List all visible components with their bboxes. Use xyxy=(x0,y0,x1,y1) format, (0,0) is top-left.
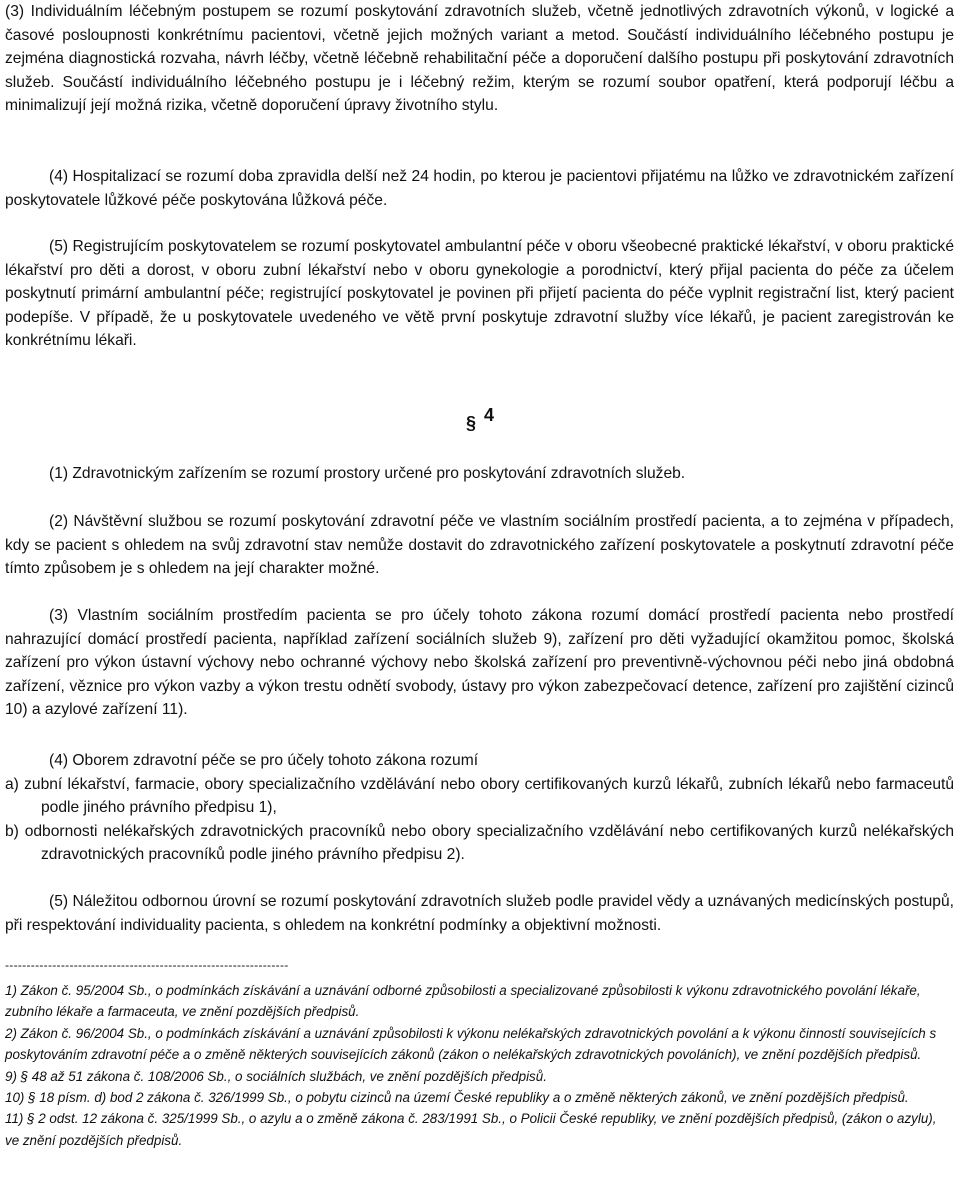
section-4-paragraph-1: (1) Zdravotnickým zařízením se rozumí prostory určené pro poskytování zdravotních služeb. xyxy=(49,465,686,482)
footnote-10: 10) § 18 písm. d) bod 2 zákona č. 326/1999 Sb., o pobytu cizinců na území České republiky a o změně některých zákonů, ve znění pozdějších předpisů. xyxy=(5,1090,909,1106)
list-item-a: a) zubní lékařství, farmacie, obory specializačního vzdělávání nebo obory certifikovaných kurzů lékařů, zubních lékařů nebo farmaceutů podle jiného právního předpisu 1), xyxy=(5,775,954,817)
paragraph-3-individual-treatment: (3) Individuálním léčebným postupem se rozumí poskytování zdravotních služeb, včetně jednotlivých zdravotních výkonů, v logické a časové posloupnosti konkrétnímu pacientovi, včetně jejich možných variant a metod. Součástí individuálního léčebného postupu je zejména diagnostická rozvaha, návrh léčby, včetně léčebně rehabilitační péče a doporučení dalšího postupu při poskytování zdravotních služeb. Součástí individuálního léčebného postupu je i léčebný režim, kterým se rozumí soubor opatření, která podporují léčbu a minimalizují její možná rizika, včetně doporučení úpravy životního stylu. xyxy=(5,3,954,115)
list-item-b: b) odbornosti nelékařských zdravotnických pracovníků nebo obory specializačního vzdělávání nebo certifikovaných kurzů nelékařských zdravotnických pracovníků podle jiného právního předpisu 2). xyxy=(5,822,954,864)
section-4-paragraph-4-intro: (4) Oborem zdravotní péče se pro účely tohoto zákona rozumí xyxy=(49,752,479,769)
footnote-separator: ------------------------------------------------------------------ xyxy=(5,958,289,972)
section-number: 4 xyxy=(484,405,495,425)
footnote-1: 1) Zákon č. 95/2004 Sb., o podmínkách získávání a uznávání odborné způsobilosti a specializované způsobilosti k výkonu zdravotnického povolání lékaře, zubního lékaře a farmaceuta, ve znění pozdějších předpisů. xyxy=(5,983,921,1020)
paragraph-5-registering-provider: (5) Registrujícím poskytovatelem se rozumí poskytovatel ambulantní péče v oboru všeobecné praktické lékařství, v oboru praktické lékařství pro děti a dorost, v oboru zubní lékařství nebo v oboru gynekologie a porodnictví, který přijal pacienta do péče za účelem poskytnutí primární ambulantní péče; registrující poskytovatel je povinen při přijetí pacienta do péče vyplnit registrační list, který pacient podepíše. V případě, že u poskytovatele uvedeného ve větě první poskytuje zdravotní služby více lékařů, je pacient zaregistrován ke konkrétnímu lékaři. xyxy=(5,238,954,350)
section-4-paragraph-2: (2) Návštěvní službou se rozumí poskytování zdravotní péče ve vlastním sociálním prostředí pacienta, a to zejména v případech, kdy se pacient s ohledem na svůj zdravotní stav nemůže dostavit do zdravotnického zařízení poskytovatele a poskytnutí zdravotní péče tímto způsobem je s ohledem na její charakter možné. xyxy=(5,513,954,578)
footnotes xyxy=(5,980,954,1151)
footnote-11: 11) § 2 odst. 12 zákona č. 325/1999 Sb., o azylu a o změně zákona č. 283/1991 Sb., o Policii České republiky, ve znění pozdějších předpisů, (zákon o azylu), ve znění pozdějších předpisů. xyxy=(5,1111,937,1148)
footnote-9: 9) § 48 až 51 zákona č. 108/2006 Sb., o sociálních službách, ve znění pozdějších předpisů. xyxy=(5,1068,547,1084)
section-4-heading xyxy=(0,403,960,433)
footnote-2: 2) Zákon č. 96/2004 Sb., o podmínkách získávání a uznávání způsobilosti k výkonu nelékařských zdravotnických povolání a k výkonu činností souvisejících s poskytováním zdravotní péče a o změně některých souvisejících zákonů (zákon o nelékařských zdravotnických povoláních), ve znění pozdějších předpisů. xyxy=(5,1025,937,1063)
section-4-paragraph-4 xyxy=(5,749,954,867)
section-4-paragraph-5: (5) Náležitou odbornou úrovní se rozumí poskytování zdravotních služeb podle pravidel vědy a uznávaných medicínských postupů, při respektování individuality pacienta, s ohledem na konkrétní podmínky a objektivní možnosti. xyxy=(5,893,954,934)
section-symbol: § xyxy=(465,413,476,433)
section-4-paragraph-3: (3) Vlastním sociálním prostředím pacienta se pro účely tohoto zákona rozumí domácí prostředí pacienta nebo prostředí nahrazující domácí prostředí pacienta, například zařízení sociálních služeb 9), zařízení pro děti vyžadující okamžitou pomoc, školská zařízení pro výkon ústavní výchovy nebo ochranné výchovy nebo školská zařízení pro preventivně-výchovnou péči nebo jiná obdobná zařízení, věznice pro výkon vazby a výkon trestu odnětí svobody, ústavy pro výkon zabezpečovací detence, zařízení pro zajištění cizinců 10) a azylové zařízení 11). xyxy=(5,607,954,719)
paragraph-4-hospitalization: (4) Hospitalizací se rozumí doba zpravidla delší než 24 hodin, po kterou je pacientovi přijatému na lůžko ve zdravotnickém zařízení poskytovatele lůžkové péče poskytována lůžková péče. xyxy=(5,168,954,209)
